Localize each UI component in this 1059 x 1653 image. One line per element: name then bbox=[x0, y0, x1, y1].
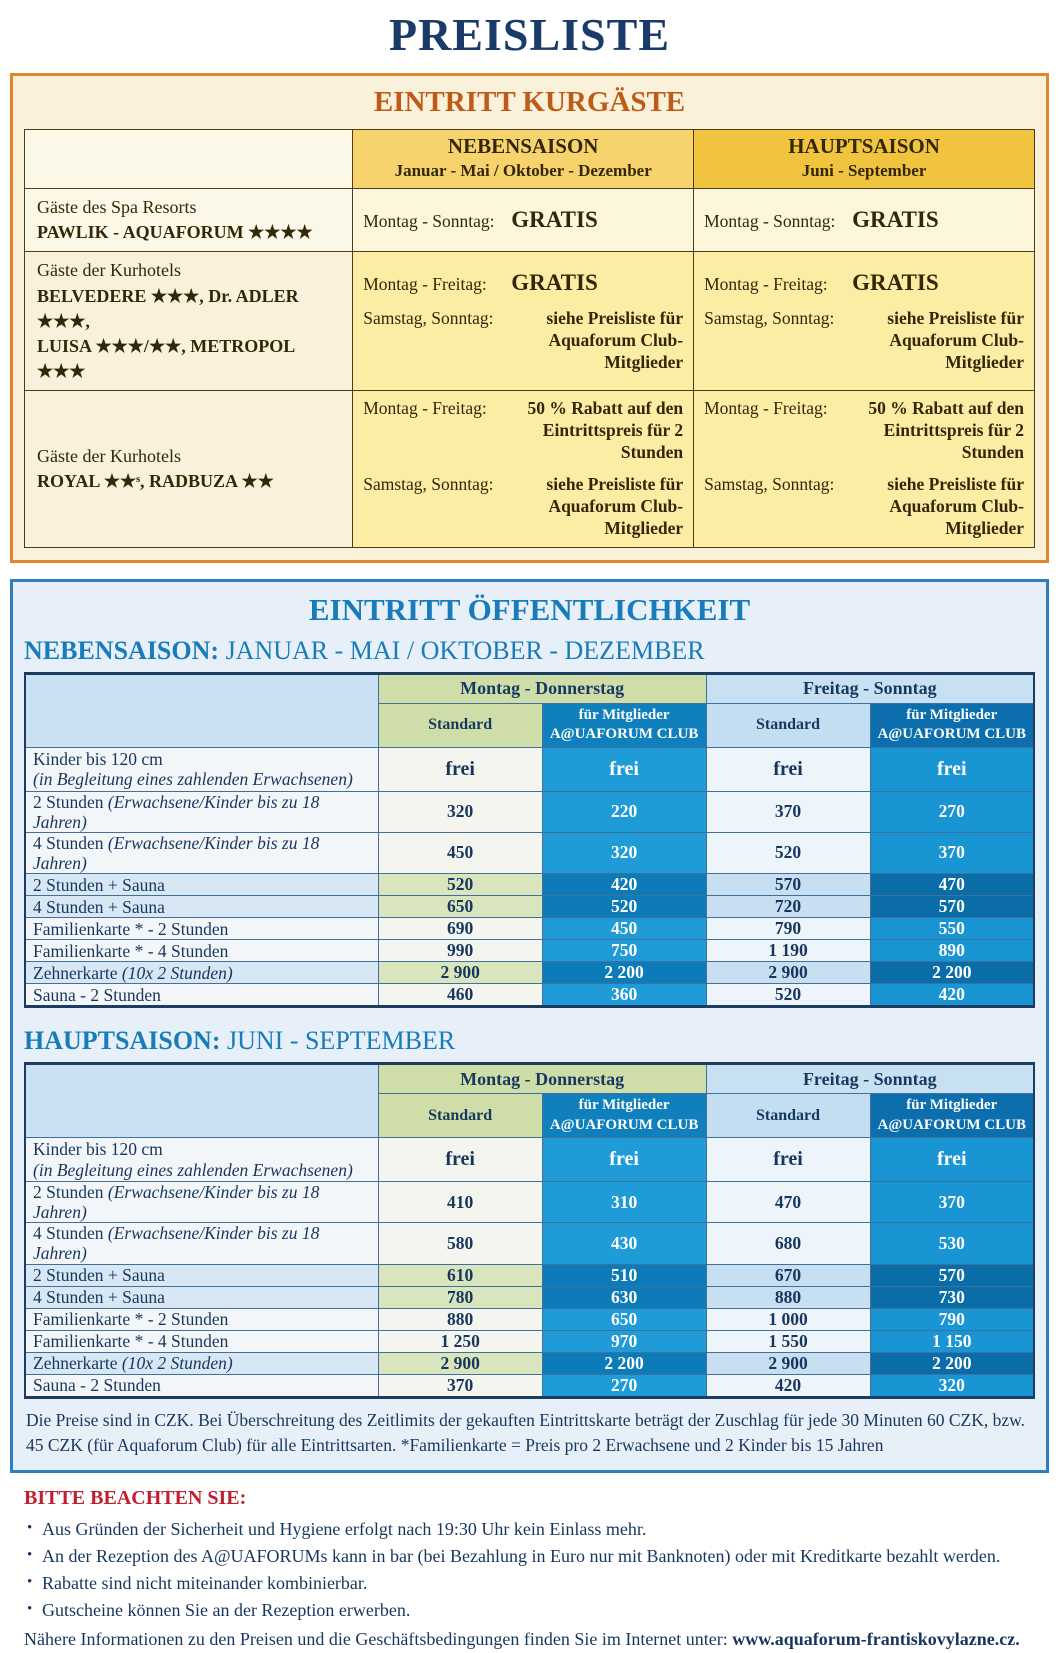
price-cell: frei bbox=[542, 1138, 706, 1182]
row-label-note: (Erwachsene/Kinder bis zu 18 Jahren) bbox=[33, 1223, 320, 1264]
schedule-pair bbox=[363, 474, 683, 540]
day-header-row bbox=[25, 673, 1034, 703]
footer-line bbox=[24, 1627, 1035, 1652]
price-cell: 470 bbox=[706, 1182, 870, 1223]
row-label-text: Familienkarte * - 4 Stunden bbox=[33, 1331, 229, 1351]
price-row bbox=[25, 747, 1034, 791]
guest-line: LUISA ★★★/★★, METROPOL ★★★ bbox=[37, 335, 295, 382]
schedule-price: siehe Preisliste für Aquaforum Club-Mitglieder bbox=[546, 307, 684, 372]
schedule-days: Montag - Freitag: bbox=[704, 398, 828, 419]
monday-thursday-header: Montag - Donnerstag bbox=[378, 1064, 706, 1094]
member-header bbox=[870, 1094, 1034, 1138]
price-cell: 370 bbox=[870, 1182, 1034, 1223]
nebensaison-header bbox=[353, 130, 694, 189]
price-row bbox=[25, 918, 1034, 940]
row-label-cell bbox=[25, 1223, 378, 1264]
row-label-text: Zehnerkarte bbox=[33, 962, 118, 983]
price-cell: 880 bbox=[706, 1286, 870, 1308]
price-cell: frei bbox=[378, 747, 542, 791]
row-label-cell bbox=[25, 918, 378, 940]
notes-list bbox=[24, 1516, 1035, 1624]
guest-row-belvedere bbox=[25, 252, 1035, 391]
price-cell: 2 200 bbox=[542, 1352, 706, 1374]
price-cell: 2 200 bbox=[870, 962, 1034, 984]
row-label-text: Zehnerkarte bbox=[33, 1353, 118, 1373]
row-label-cell bbox=[25, 747, 378, 791]
price-cell: 690 bbox=[378, 918, 542, 940]
standard-header: Standard bbox=[706, 1094, 870, 1138]
price-cell: frei bbox=[542, 747, 706, 791]
price-cell: 570 bbox=[870, 1264, 1034, 1286]
price-cell: 650 bbox=[378, 896, 542, 918]
schedule-pair bbox=[363, 269, 683, 298]
price-row bbox=[25, 962, 1034, 984]
price-cell: 450 bbox=[542, 918, 706, 940]
price-cell: 310 bbox=[542, 1182, 706, 1223]
price-row bbox=[25, 1138, 1034, 1182]
price-cell: 270 bbox=[870, 791, 1034, 832]
member-header-line1: für Mitglieder bbox=[578, 1097, 670, 1114]
member-header-line1: für Mitglieder bbox=[906, 706, 998, 723]
price-row bbox=[25, 1264, 1034, 1286]
guest-line: Gäste des Spa Resorts bbox=[37, 197, 197, 217]
row-label-text: Familienkarte * - 4 Stunden bbox=[33, 940, 229, 961]
price-cell: 570 bbox=[706, 874, 870, 896]
schedule-days: Montag - Sonntag: bbox=[363, 210, 495, 231]
row-label-note: (Erwachsene/Kinder bis zu 18 Jahren) bbox=[33, 791, 320, 832]
row-label-text: Sauna - 2 Stunden bbox=[33, 984, 161, 1005]
page-title: PREISLISTE bbox=[388, 9, 670, 60]
price-cell: 630 bbox=[542, 1286, 706, 1308]
schedule-days: Montag - Freitag: bbox=[363, 398, 487, 419]
row-label-text: 4 Stunden + Sauna bbox=[33, 896, 165, 917]
price-cell: 780 bbox=[378, 1286, 542, 1308]
standard-header: Standard bbox=[378, 703, 542, 747]
row-label-note: (in Begleitung eines zahlenden Erwachsenen) bbox=[33, 1159, 353, 1180]
row-label-text: Kinder bis 120 cm bbox=[33, 1139, 163, 1160]
schedule-days: Samstag, Sonntag: bbox=[363, 473, 494, 494]
oeffentlichkeit-section bbox=[10, 579, 1049, 1474]
row-label-cell bbox=[25, 1374, 378, 1397]
nebensaison-rows bbox=[25, 747, 1034, 1007]
price-cell: 2 900 bbox=[706, 962, 870, 984]
price-cell: frei bbox=[870, 747, 1034, 791]
price-cell: 2 900 bbox=[378, 962, 542, 984]
member-header-line1: für Mitglieder bbox=[578, 706, 670, 723]
price-cell: 790 bbox=[706, 918, 870, 940]
price-cell: 2 900 bbox=[706, 1352, 870, 1374]
member-header-line2: A@UAFORUM CLUB bbox=[877, 1116, 1027, 1133]
price-cell: 1 000 bbox=[706, 1308, 870, 1330]
row-label-cell bbox=[25, 1138, 378, 1182]
price-cell: 1 150 bbox=[870, 1330, 1034, 1352]
row-label-cell bbox=[25, 1286, 378, 1308]
row-label-cell bbox=[25, 984, 378, 1007]
price-cell: 470 bbox=[870, 874, 1034, 896]
guest-row-pawlik bbox=[25, 189, 1035, 252]
schedule-pair bbox=[363, 398, 683, 464]
price-cell: frei bbox=[706, 747, 870, 791]
price-cell: 430 bbox=[542, 1223, 706, 1264]
schedule-price: GRATIS bbox=[852, 206, 939, 232]
schedule-price: siehe Preisliste für Aquaforum Club-Mitglieder bbox=[887, 307, 1024, 372]
price-cell: 410 bbox=[378, 1182, 542, 1223]
price-cell: 320 bbox=[378, 791, 542, 832]
hauptsaison-terms bbox=[694, 252, 1035, 391]
guest-line: BELVEDERE ★★★, Dr. ADLER ★★★, bbox=[37, 285, 299, 331]
standard-header: Standard bbox=[706, 703, 870, 747]
price-cell: 520 bbox=[378, 874, 542, 896]
schedule-pair bbox=[704, 206, 1024, 235]
row-label-text: 4 Stunden bbox=[33, 1223, 104, 1244]
row-label-text: Sauna - 2 Stunden bbox=[33, 1375, 161, 1395]
schedule-days: Samstag, Sonntag: bbox=[363, 307, 494, 328]
price-cell: 520 bbox=[542, 896, 706, 918]
price-row bbox=[25, 1223, 1034, 1264]
price-cell: 270 bbox=[542, 1374, 706, 1397]
row-label-cell bbox=[25, 1308, 378, 1330]
price-cell: 1 550 bbox=[706, 1330, 870, 1352]
nebensaison-terms bbox=[353, 391, 694, 547]
hauptsaison-rows bbox=[25, 1138, 1034, 1398]
kurgaeste-header-row bbox=[25, 130, 1035, 189]
row-label-cell bbox=[25, 1264, 378, 1286]
row-label-note: (10x 2 Stunden) bbox=[121, 1353, 233, 1373]
member-header-line2: A@UAFORUM CLUB bbox=[549, 1116, 699, 1133]
schedule-pair bbox=[704, 308, 1024, 374]
row-label-text: Kinder bis 120 cm bbox=[33, 748, 163, 769]
row-label-text: 2 Stunden bbox=[33, 791, 104, 812]
row-label-text: 4 Stunden + Sauna bbox=[33, 1287, 165, 1307]
row-label-note: (Erwachsene/Kinder bis zu 18 Jahren) bbox=[33, 832, 320, 873]
season-label: HAUPTSAISON: bbox=[24, 1026, 221, 1056]
schedule-price: GRATIS bbox=[852, 270, 939, 296]
member-header bbox=[542, 703, 706, 747]
nebensaison-season-heading bbox=[24, 636, 1035, 666]
price-row bbox=[25, 1308, 1034, 1330]
row-label-cell bbox=[25, 962, 378, 984]
row-label-text: Familienkarte * - 2 Stunden bbox=[33, 1309, 229, 1329]
row-label-text: 2 Stunden + Sauna bbox=[33, 1265, 165, 1285]
row-label-cell bbox=[25, 1182, 378, 1223]
price-cell: 520 bbox=[706, 984, 870, 1007]
row-label-cell bbox=[25, 940, 378, 962]
row-label-cell bbox=[25, 1352, 378, 1374]
price-cell: 420 bbox=[870, 984, 1034, 1007]
price-cell: 680 bbox=[706, 1223, 870, 1264]
price-cell: 320 bbox=[542, 832, 706, 873]
price-cell: 1 250 bbox=[378, 1330, 542, 1352]
price-cell: 450 bbox=[378, 832, 542, 873]
corner-cell bbox=[25, 673, 378, 747]
row-label-cell bbox=[25, 832, 378, 873]
guest-names bbox=[25, 189, 353, 252]
price-row bbox=[25, 874, 1034, 896]
note-bullet: • Gutscheine können Sie an der Rezeption erwerben. bbox=[24, 1597, 1035, 1624]
schedule-pair bbox=[704, 398, 1024, 464]
schedule-price: GRATIS bbox=[511, 206, 598, 232]
friday-sunday-header: Freitag - Sonntag bbox=[706, 673, 1034, 703]
price-row bbox=[25, 1182, 1034, 1223]
price-row bbox=[25, 1286, 1034, 1308]
nebensaison-title: NEBENSAISON bbox=[447, 134, 599, 158]
kurgaeste-section bbox=[10, 73, 1049, 563]
price-cell: 880 bbox=[378, 1308, 542, 1330]
price-cell: 670 bbox=[706, 1264, 870, 1286]
price-cell: frei bbox=[870, 1138, 1034, 1182]
price-cell: 420 bbox=[706, 1374, 870, 1397]
schedule-days: Samstag, Sonntag: bbox=[704, 307, 835, 328]
member-header bbox=[870, 703, 1034, 747]
price-cell: 510 bbox=[542, 1264, 706, 1286]
nebensaison-price-table bbox=[24, 672, 1035, 1009]
price-cell: 220 bbox=[542, 791, 706, 832]
price-row bbox=[25, 1374, 1034, 1397]
price-cell: 370 bbox=[378, 1374, 542, 1397]
price-row bbox=[25, 832, 1034, 873]
price-cell: 360 bbox=[542, 984, 706, 1007]
price-row bbox=[25, 940, 1034, 962]
friday-sunday-header: Freitag - Sonntag bbox=[706, 1064, 1034, 1094]
monday-thursday-header: Montag - Donnerstag bbox=[378, 673, 706, 703]
schedule-days: Montag - Sonntag: bbox=[704, 210, 836, 231]
schedule-days: Montag - Freitag: bbox=[704, 274, 828, 295]
row-label-text: 2 Stunden + Sauna bbox=[33, 874, 165, 895]
price-cell: 750 bbox=[542, 940, 706, 962]
row-label-cell bbox=[25, 896, 378, 918]
price-cell: 580 bbox=[378, 1223, 542, 1264]
price-cell: 370 bbox=[870, 832, 1034, 873]
price-cell: 2 200 bbox=[870, 1352, 1034, 1374]
row-label-cell bbox=[25, 874, 378, 896]
price-cell: 2 900 bbox=[378, 1352, 542, 1374]
schedule-price: siehe Preisliste für Aquaforum Club-Mitglieder bbox=[546, 473, 684, 538]
guest-line: Gäste der Kurhotels bbox=[37, 260, 181, 281]
schedule-pair bbox=[363, 206, 683, 235]
price-row bbox=[25, 791, 1034, 832]
row-label-note: (Erwachsene/Kinder bis zu 18 Jahren) bbox=[33, 1182, 320, 1223]
schedule-pair bbox=[704, 474, 1024, 540]
season-range: JANUAR - MAI / OKTOBER - DEZEMBER bbox=[225, 635, 705, 665]
price-cell: 370 bbox=[706, 791, 870, 832]
price-cell: frei bbox=[378, 1138, 542, 1182]
price-footnote: Die Preise sind in CZK. Bei Überschreitung des Zeitlimits der gekauften Eintrittskarte beträgt der Zuschlag für jede 30 Minuten 60 CZK, bzw. 45 CZK (für Aquaforum Club) für alle Eintrittsarten. *Familienkarte = Preis pro 2 Erwachsene und 2 Kinder bis 15 Jahren bbox=[26, 1409, 1026, 1455]
price-cell: 530 bbox=[870, 1223, 1034, 1264]
guest-names bbox=[25, 252, 353, 391]
guest-line: ROYAL ★★ˢ, RADBUZA ★★ bbox=[37, 470, 274, 491]
row-label-note: (in Begleitung eines zahlenden Erwachsenen) bbox=[33, 769, 353, 790]
nebensaison-subtitle: Januar - Mai / Oktober - Dezember bbox=[394, 161, 652, 180]
schedule-days: Samstag, Sonntag: bbox=[704, 473, 835, 494]
nebensaison-terms bbox=[353, 189, 694, 252]
schedule-price: 50 % Rabatt auf den Eintrittspreis für 2 Stunden bbox=[868, 398, 1024, 463]
price-cell: 790 bbox=[870, 1308, 1034, 1330]
notes-heading: BITTE BEACHTEN SIE: bbox=[24, 1487, 247, 1510]
kurgaeste-heading: EINTRITT KURGÄSTE bbox=[373, 86, 686, 118]
price-cell: 420 bbox=[542, 874, 706, 896]
schedule-price: siehe Preisliste für Aquaforum Club-Mitglieder bbox=[887, 473, 1024, 538]
nebensaison-terms bbox=[353, 252, 694, 391]
price-cell: 2 200 bbox=[542, 962, 706, 984]
price-cell: 1 190 bbox=[706, 940, 870, 962]
guest-line: Gäste der Kurhotels bbox=[37, 445, 181, 466]
price-cell: 520 bbox=[706, 832, 870, 873]
member-header-line1: für Mitglieder bbox=[906, 1097, 998, 1114]
price-cell: 460 bbox=[378, 984, 542, 1007]
row-label-cell bbox=[25, 791, 378, 832]
oeffentlichkeit-heading: EINTRITT ÖFFENTLICHKEIT bbox=[308, 591, 751, 627]
price-row bbox=[25, 896, 1034, 918]
schedule-days: Montag - Freitag: bbox=[363, 274, 487, 295]
price-cell: 890 bbox=[870, 940, 1034, 962]
kurgaeste-table bbox=[24, 129, 1035, 548]
hauptsaison-terms bbox=[694, 189, 1035, 252]
note-bullet: • Aus Gründen der Sicherheit und Hygiene erfolgt nach 19:30 Uhr kein Einlass mehr. bbox=[24, 1516, 1035, 1543]
price-cell: 990 bbox=[378, 940, 542, 962]
season-range: JUNI - SEPTEMBER bbox=[226, 1026, 456, 1056]
note-bullet: • An der Rezeption des A@UAFORUMs kann in bar (bei Bezahlung in Euro nur mit Banknoten) oder mit Kreditkarte bezahlt werden. bbox=[24, 1543, 1035, 1570]
row-label-text: 4 Stunden bbox=[33, 832, 104, 853]
guest-line: PAWLIK - AQUAFORUM ★★★★ bbox=[37, 222, 313, 243]
hauptsaison-terms bbox=[694, 391, 1035, 547]
price-cell: 550 bbox=[870, 918, 1034, 940]
row-label-text: Familienkarte * - 2 Stunden bbox=[33, 918, 229, 939]
corner-cell bbox=[25, 1064, 378, 1138]
row-label-note: (10x 2 Stunden) bbox=[121, 962, 233, 983]
hauptsaison-price-table bbox=[24, 1062, 1035, 1399]
footer-text: Nähere Informationen zu den Preisen und die Geschäftsbedingungen finden Sie im Internet unter: bbox=[24, 1629, 728, 1650]
season-label: NEBENSAISON: bbox=[24, 635, 220, 665]
price-cell: frei bbox=[706, 1138, 870, 1182]
row-label-text: 2 Stunden bbox=[33, 1182, 104, 1203]
hauptsaison-title: HAUPTSAISON bbox=[788, 134, 940, 158]
price-cell: 610 bbox=[378, 1264, 542, 1286]
price-row bbox=[25, 1352, 1034, 1374]
price-cell: 720 bbox=[706, 896, 870, 918]
member-header-line2: A@UAFORUM CLUB bbox=[549, 726, 699, 743]
member-header-line2: A@UAFORUM CLUB bbox=[877, 726, 1027, 743]
hauptsaison-subtitle: Juni - September bbox=[801, 161, 927, 180]
guest-row-royal bbox=[25, 391, 1035, 547]
empty-corner-cell bbox=[25, 130, 353, 189]
footer-url: www.aquaforum-frantiskovylazne.cz. bbox=[732, 1629, 1020, 1650]
price-row bbox=[25, 984, 1034, 1007]
row-label-cell bbox=[25, 1330, 378, 1352]
schedule-price: GRATIS bbox=[511, 270, 598, 296]
price-row bbox=[25, 1330, 1034, 1352]
standard-header: Standard bbox=[378, 1094, 542, 1138]
schedule-pair bbox=[704, 269, 1024, 298]
price-cell: 570 bbox=[870, 896, 1034, 918]
member-header bbox=[542, 1094, 706, 1138]
note-bullet: • Rabatte sind nicht miteinander kombinierbar. bbox=[24, 1570, 1035, 1597]
hauptsaison-season-heading bbox=[24, 1026, 1035, 1056]
price-cell: 970 bbox=[542, 1330, 706, 1352]
hauptsaison-header bbox=[694, 130, 1035, 189]
schedule-price: 50 % Rabatt auf den Eintrittspreis für 2 Stunden bbox=[527, 398, 684, 463]
price-cell: 320 bbox=[870, 1374, 1034, 1397]
notes-section bbox=[24, 1487, 1035, 1652]
price-cell: 650 bbox=[542, 1308, 706, 1330]
price-cell: 730 bbox=[870, 1286, 1034, 1308]
day-header-row bbox=[25, 1064, 1034, 1094]
schedule-pair bbox=[363, 308, 683, 374]
guest-names bbox=[25, 391, 353, 547]
